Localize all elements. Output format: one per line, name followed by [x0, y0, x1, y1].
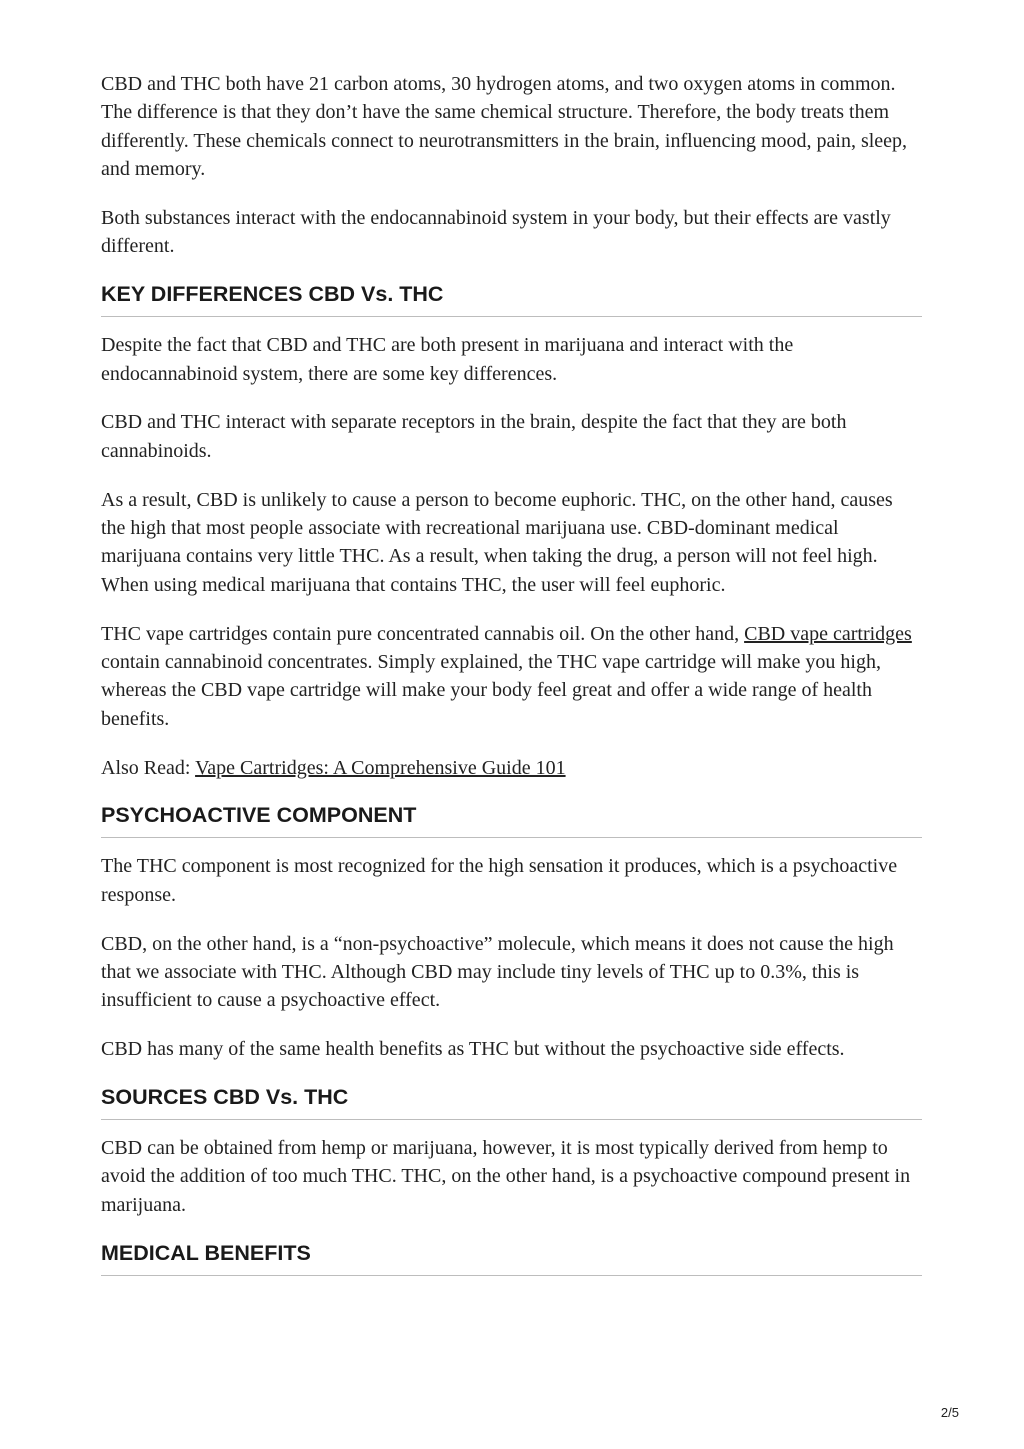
cbd-vape-cartridges-link[interactable]: CBD vape cartridges	[744, 622, 912, 645]
key-differences-paragraph-1: Despite the fact that CBD and THC are both present in marijuana and interact with the endocannabinoid system, there are some key differences.	[101, 334, 794, 385]
sources-paragraph-1: CBD can be obtained from hemp or marijuana, however, it is most typically derived from hemp to avoid the addition of too much THC. THC, on the other hand, is a psychoactive compound present in marijuana.	[101, 1137, 911, 1216]
page-number: 2/5	[940, 1405, 959, 1420]
key-differences-paragraph-3: As a result, CBD is unlikely to cause a person to become euphoric. THC, on the other hand, causes the high that most people associate with recreational marijuana use. CBD-dominant medical marijuana contains very little THC. As a result, when taking the drug, a person will not feel high. When using medical marijuana that contains THC, the user will feel euphoric.	[101, 488, 893, 596]
vape-text-after: contain cannabinoid concentrates. Simply explained, the THC vape cartridge will make you high, whereas the CBD vape cartridge will make your body feel great and offer a wide range of health benefits.	[101, 651, 881, 730]
vape-cartridges-guide-link[interactable]: Vape Cartridges: A Comprehensive Guide 101	[195, 756, 566, 779]
psychoactive-paragraph-1: The THC component is most recognized for the high sensation it produces, which is a psychoactive response.	[101, 855, 898, 906]
article-body	[101, 70, 922, 1290]
also-read-paragraph	[101, 754, 922, 782]
heading-psychoactive-component: PSYCHOACTIVE COMPONENT	[101, 802, 922, 838]
heading-key-differences: KEY DIFFERENCES CBD Vs. THC	[101, 281, 922, 317]
heading-medical-benefits: MEDICAL BENEFITS	[101, 1240, 922, 1276]
heading-sources: SOURCES CBD Vs. THC	[101, 1084, 922, 1120]
also-read-label: Also Read:	[101, 756, 196, 779]
intro-paragraph-endocannabinoid: Both substances interact with the endocannabinoid system in your body, but their effects are vastly different.	[101, 207, 891, 258]
psychoactive-paragraph-2: CBD, on the other hand, is a “non-psychoactive” molecule, which means it does not cause the high that we associate with THC. Although CBD may include tiny levels of THC up to 0.3%, this is insufficient to cause a psychoactive effect.	[101, 932, 894, 1012]
key-differences-paragraph-2: CBD and THC interact with separate receptors in the brain, despite the fact that they are both cannabinoids.	[101, 411, 847, 462]
vape-text-before: THC vape cartridges contain pure concentrated cannabis oil. On the other hand,	[101, 622, 745, 645]
psychoactive-paragraph-3: CBD has many of the same health benefits as THC but without the psychoactive side effects.	[101, 1038, 845, 1061]
intro-paragraph-chemistry: CBD and THC both have 21 carbon atoms, 30 hydrogen atoms, and two oxygen atoms in common. The difference is that they don’t have the same chemical structure. Therefore, the body treats them differently. These chemicals connect to neurotransmitters in the brain, influencing mood, pain, sleep, and memory.	[101, 73, 908, 181]
key-differences-paragraph-4	[101, 620, 922, 734]
